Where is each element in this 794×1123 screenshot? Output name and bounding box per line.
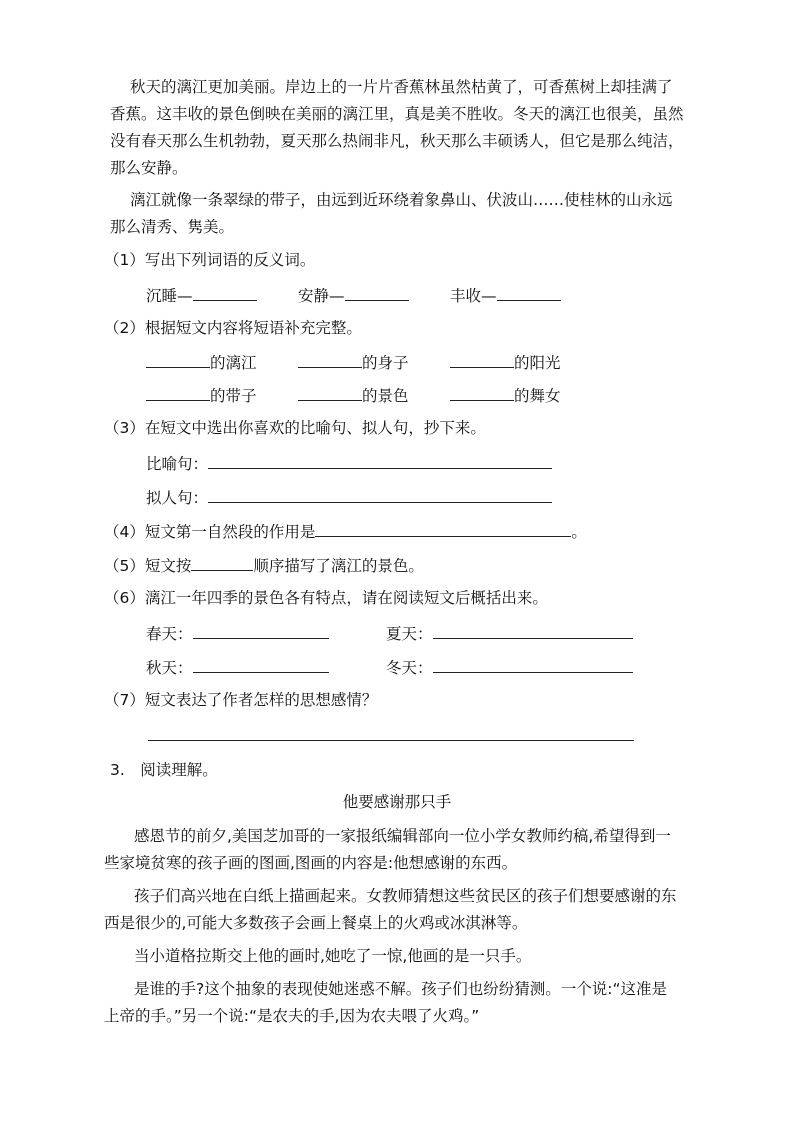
q1-word-3 <box>450 284 561 306</box>
answer-blank[interactable] <box>146 351 210 368</box>
answer-blank[interactable] <box>208 486 552 503</box>
q1-word-label: 沉睡— <box>146 287 193 305</box>
q2-phrase-label: 的带子 <box>210 387 257 405</box>
answer-blank[interactable] <box>208 452 552 469</box>
answer-blank[interactable] <box>193 622 329 639</box>
question-3: （3）在短文中选出你喜欢的比喻句、拟人句，抄下来。 <box>104 419 486 437</box>
q2-phrase-label: 的景色 <box>362 387 409 405</box>
q4-suffix: 。 <box>571 523 587 541</box>
q1-word-label: 丰收— <box>450 287 497 305</box>
q6-winter-label: 冬天： <box>386 659 433 677</box>
passage-line: 漓江就像一条翠绿的带子，由远到近环绕着象鼻山、伏波山……使桂林的山永远 <box>130 191 673 209</box>
q5-prefix: （5）短文按 <box>104 557 192 575</box>
passage-line: 香蕉。这丰收的景色倒映在美丽的漓江里，真是美不胜收。冬天的漓江也很美，虽然 <box>110 105 684 123</box>
q6-spring-label: 春天： <box>146 625 193 643</box>
question-1: （1）写出下列词语的反义词。 <box>104 251 316 269</box>
article-title: 他要感谢那只手 <box>342 793 452 811</box>
q2-phrase <box>450 384 561 406</box>
passage-line: 秋天的漓江更加美丽。岸边上的一片片香蕉林虽然枯黄了，可香蕉树上却挂满了 <box>130 78 673 96</box>
q2-phrase-label: 的舞女 <box>514 387 561 405</box>
answer-blank[interactable] <box>433 622 633 639</box>
section-heading: 3. 阅读理解。 <box>110 761 218 779</box>
q6-summer <box>386 622 633 644</box>
question-2: （2）根据短文内容将短语补充完整。 <box>104 319 362 337</box>
answer-line[interactable] <box>148 740 634 741</box>
article-line: 上帝的手。”另一个说:“是农夫的手,因为农夫喂了火鸡。” <box>104 1007 480 1025</box>
q2-phrase-label: 的身子 <box>362 354 409 372</box>
answer-blank[interactable] <box>191 554 253 571</box>
q6-autumn-label: 秋天： <box>146 659 193 677</box>
q2-phrase-label: 的阳光 <box>514 354 561 372</box>
article-line: 孩子们高兴地在白纸上描画起来。女教师猜想这些贫民区的孩子们想要感谢的东 <box>134 887 677 905</box>
answer-blank[interactable] <box>193 284 257 301</box>
question-6: （6）漓江一年四季的景色各有特点，请在阅读短文后概括出来。 <box>104 589 548 607</box>
q6-autumn <box>146 656 329 678</box>
q6-winter <box>386 656 633 678</box>
q6-spring <box>146 622 329 644</box>
answer-blank[interactable] <box>146 384 210 401</box>
q3-simile-label: 比喻句： <box>146 455 209 473</box>
q1-word-label: 安静— <box>298 287 345 305</box>
article-line: 感恩节的前夕,美国芝加哥的一家报纸编辑部向一位小学女教师约稿,希望得到一 <box>134 827 671 845</box>
q3-personification-label: 拟人句： <box>146 489 209 507</box>
q2-phrase <box>450 351 561 373</box>
q6-summer-label: 夏天： <box>386 625 433 643</box>
q5-suffix: 顺序描写了漓江的景色。 <box>253 557 424 575</box>
question-5 <box>104 554 424 576</box>
q3-simile <box>146 452 552 474</box>
answer-blank[interactable] <box>433 656 633 673</box>
question-4 <box>104 520 587 542</box>
q1-word-2 <box>298 284 409 306</box>
answer-blank[interactable] <box>345 284 409 301</box>
article-line: 当小道格拉斯交上他的画时,她吃了一惊,他画的是一只手。 <box>134 947 532 965</box>
question-7: （7）短文表达了作者怎样的思想感情？ <box>104 691 378 709</box>
q2-phrase <box>298 351 409 373</box>
q2-phrase-label: 的漓江 <box>210 354 257 372</box>
q2-phrase <box>298 384 409 406</box>
answer-blank[interactable] <box>298 351 362 368</box>
answer-blank[interactable] <box>298 384 362 401</box>
q2-phrase <box>146 351 257 373</box>
q2-phrase <box>146 384 257 406</box>
answer-blank[interactable] <box>450 351 514 368</box>
answer-blank[interactable] <box>315 520 571 537</box>
q4-prefix: （4）短文第一自然段的作用是 <box>104 523 316 541</box>
answer-blank[interactable] <box>497 284 561 301</box>
answer-blank[interactable] <box>193 656 329 673</box>
q1-word-1 <box>146 284 257 306</box>
passage-line: 那么清秀、隽美。 <box>110 218 235 236</box>
article-line: 是谁的手?这个抽象的表现使她迷惑不解。孩子们也纷纷猜测。一个说:“这准是 <box>134 980 667 998</box>
article-line: 些家境贫寒的孩子画的图画,图画的内容是:他想感谢的东西。 <box>104 854 518 872</box>
passage-line: 没有春天那么生机勃勃，夏天那么热闹非凡，秋天那么丰硕诱人，但它是那么纯洁， <box>110 132 684 150</box>
q3-personification <box>146 486 552 508</box>
passage-line: 那么安静。 <box>110 159 188 177</box>
article-line: 西是很少的,可能大多数孩子会画上餐桌上的火鸡或冰淇淋等。 <box>104 914 528 932</box>
answer-blank[interactable] <box>450 384 514 401</box>
